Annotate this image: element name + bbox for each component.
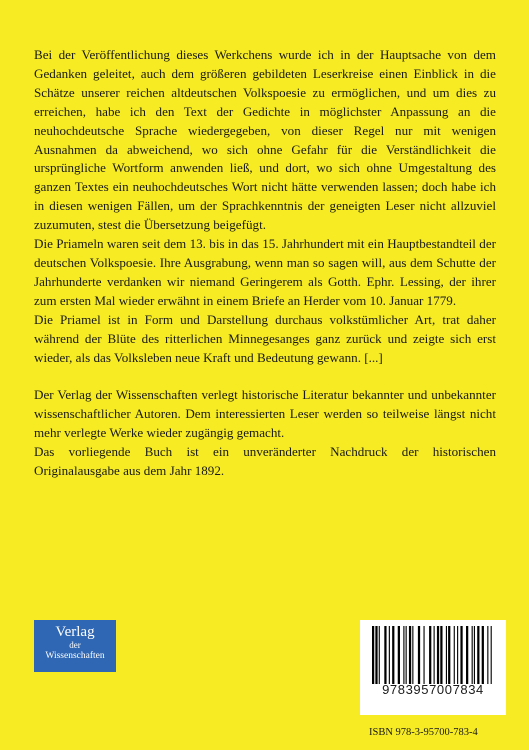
paragraph-publisher: Der Verlag der Wissenschaften verlegt historische Literatur bekannter und unbekannter wissenschaftlicher Autoren. Dem interessierten Leser werden so teilweise längst nicht mehr verlegte Werke wieder zugängig gemacht. bbox=[34, 387, 496, 441]
barcode-bar bbox=[448, 626, 450, 684]
barcode-bar bbox=[477, 626, 479, 684]
barcode-bar bbox=[446, 626, 447, 684]
barcode-number: 9783957007834 bbox=[382, 682, 484, 697]
barcode-bar bbox=[487, 626, 488, 684]
publisher-logo bbox=[34, 620, 116, 672]
barcode-bar bbox=[412, 626, 413, 684]
barcode-bar bbox=[460, 626, 462, 684]
barcode-bar bbox=[403, 626, 404, 684]
barcode-bar bbox=[457, 626, 458, 684]
logo-line-der: der bbox=[69, 640, 81, 650]
logo-line-wissenschaften: Wissenschaften bbox=[45, 651, 105, 661]
paragraph-intro: Bei der Veröffentlichung dieses Werkchens wurde ich in der Hauptsache von dem Gedanken geleitet, auch dem größeren gebildeten Leserkreise einen Einblick in die Schätze unserer reichen altdeutschen Volkspoesie zu ermöglichen, und um dies zu erreichen, habe ich den Text der Gedichte in möglichster Anpassung an die neuhochdeutsche Sprache wiedergegeben, von dieser Regel nur mit wenigen Ausnahmen da abweichend, wo sich ohne Gefahr für die Verständlichkeit die ursprüngliche Wortform anwenden ließ, und dort, wo sich ohne Umgestaltung des ganzen Textes ein neuhochdeutsches Wort nicht hätte verwenden lassen; doch habe ich in diesen wenigen Fällen, um der Sprachkenntnis der geneigten Leser nicht allzuviel zuzumuten, stest die Übersetzung beigefügt. bbox=[34, 47, 496, 233]
barcode-bar bbox=[437, 626, 439, 684]
barcode-bar bbox=[434, 626, 435, 684]
barcode-bar bbox=[472, 626, 473, 684]
isbn-label: ISBN 978-3-95700-783-4 bbox=[369, 727, 478, 738]
logo-line-verlag: Verlag bbox=[55, 624, 95, 640]
barcode-bar bbox=[482, 626, 484, 684]
paragraph-priameln: Die Priameln waren seit dem 13. bis in das 15. Jahrhundert mit ein Hauptbestandteil der deutschen Volkspoesie. Ihre Ausgrabung, wenn man so sagen will, aus dem Schutte der Jahrhunderte verdanken wir niemand Geringerem als Gotth. Ephr. Lessing, der ihrer zum ersten Mal wieder erwähnt in einem Briefe an Herder vom 10. Januar 1779. bbox=[34, 236, 496, 308]
barcode-bar bbox=[409, 626, 411, 684]
barcode-bar bbox=[423, 626, 424, 684]
barcode-bar bbox=[418, 626, 420, 684]
barcode-bar bbox=[392, 626, 394, 684]
barcode-bar bbox=[389, 626, 390, 684]
back-cover-text bbox=[34, 46, 496, 481]
barcode-bar bbox=[474, 626, 475, 684]
barcode-bar bbox=[398, 626, 400, 684]
barcode-bar bbox=[440, 626, 442, 684]
barcode-bar bbox=[429, 626, 431, 684]
paragraph-priamel-form: Die Priamel ist in Form und Darstellung durchaus volkstümlicher Art, trat daher während der Blüte des ritterlichen Minnegesanges ganz zurück und zeigte sich erst wieder, als das Volksleben neue Kraft und Bedeutung gewann. [...] bbox=[34, 311, 496, 365]
barcode-bar bbox=[379, 626, 380, 684]
paragraph-reprint: Das vorliegende Buch ist ein unveränderter Nachdruck der historischen Originalausgabe aus dem Jahr 1892. bbox=[34, 444, 496, 479]
barcode-bar bbox=[406, 626, 407, 684]
barcode-bar bbox=[491, 626, 492, 684]
barcode-bar bbox=[454, 626, 455, 684]
barcode bbox=[360, 620, 506, 715]
barcode-bar bbox=[375, 626, 377, 684]
barcode-bars bbox=[372, 626, 494, 684]
barcode-bar bbox=[372, 626, 374, 684]
barcode-bar bbox=[466, 626, 468, 684]
barcode-bar bbox=[384, 626, 386, 684]
